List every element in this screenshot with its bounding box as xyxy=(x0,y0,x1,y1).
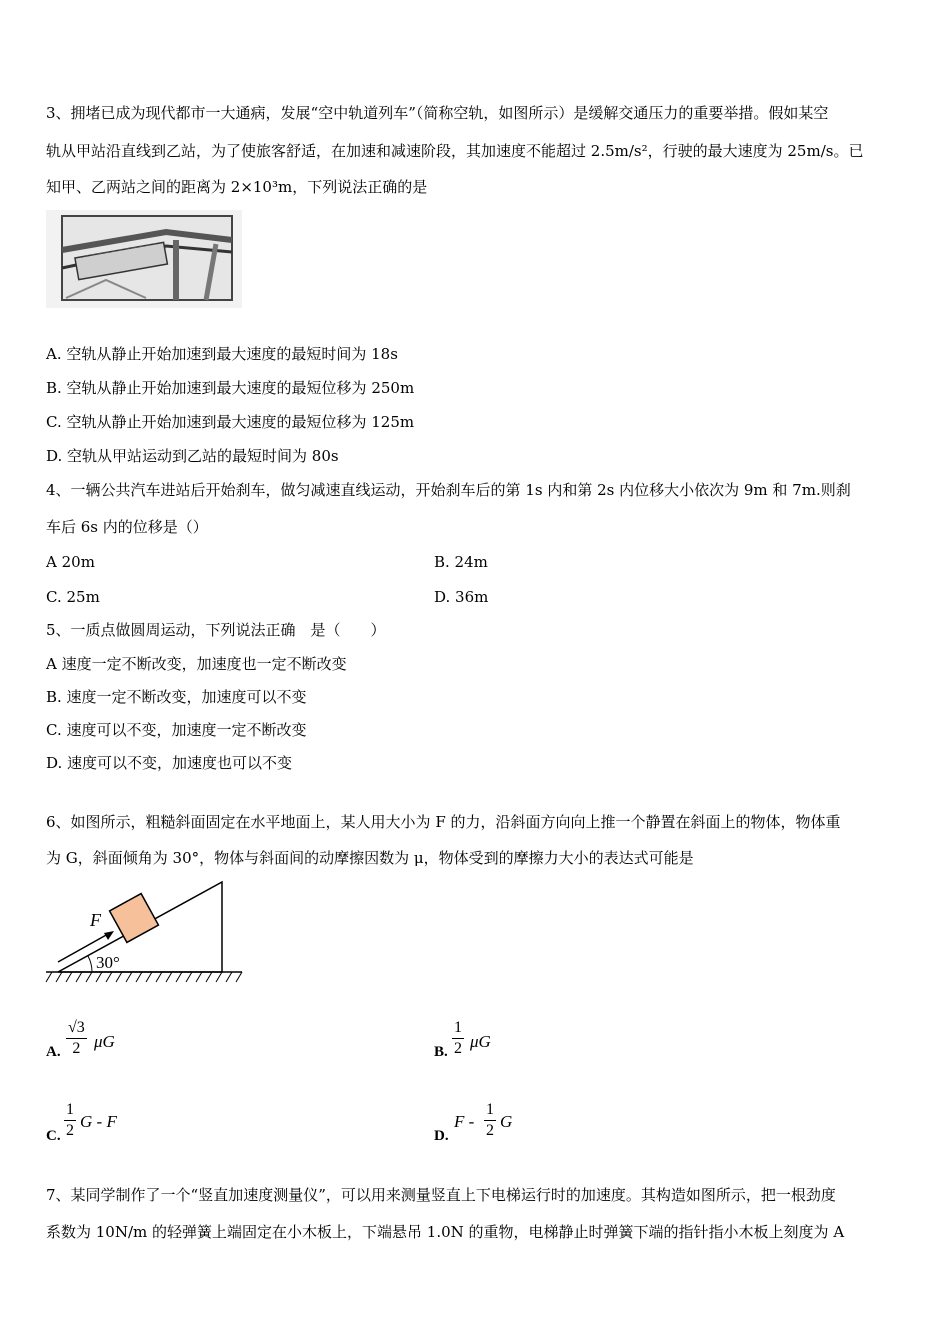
q4-line-2: 车后 6s 内的位移是（） xyxy=(46,518,208,536)
q7-line-2: 系数为 10N/m 的轻弹簧上端固定在小木板上，下端悬吊 1.0N 的重物，电梯静止时弹簧下端的指针指小木板上刻度为 A xyxy=(46,1223,845,1241)
fraction-denominator: 2 xyxy=(486,1122,494,1139)
fraction xyxy=(64,1100,76,1141)
q4-option-b: B. 24m xyxy=(434,553,488,571)
fraction-numerator: 1 xyxy=(484,1100,496,1121)
q3-line-1: 3、拥堵已成为现代都市一大通病，发展“空中轨道列车”（简称空轨，如图所示）是缓解交通压力的重要举措。假如某空 xyxy=(46,104,829,122)
fraction-denominator: 2 xyxy=(454,1040,462,1057)
q3-option-c: C. 空轨从静止开始加速到最大速度的最短位移为 125m xyxy=(46,413,415,431)
q5-line-1: 5、一质点做圆周运动，下列说法正确 是（ ） xyxy=(46,621,386,639)
q5-option-b: B. 速度一定不断改变，加速度可以不变 xyxy=(46,688,307,706)
fraction xyxy=(66,1018,87,1059)
q5-option-a: A 速度一定不断改变，加速度也一定不断改变 xyxy=(46,655,347,673)
q6-line-1: 6、如图所示，粗糙斜面固定在水平地面上，某人用大小为 F 的力，沿斜面方向向上推一个静置在斜面上的物体，物体重 xyxy=(46,813,841,831)
fraction xyxy=(452,1018,464,1059)
option-label: B. xyxy=(434,1044,448,1060)
q3-option-b: B. 空轨从静止开始加速到最大速度的最短位移为 250m xyxy=(46,379,415,397)
fraction-numerator: √3 xyxy=(66,1018,87,1039)
option-label: A. xyxy=(46,1044,61,1060)
q4-option-c: C. 25m xyxy=(46,588,100,606)
q5-option-c: C. 速度可以不变，加速度一定不断改变 xyxy=(46,721,307,739)
q7-line-1: 7、某同学制作了一个“竖直加速度测量仪”，可以用来测量竖直上下电梯运行时的加速度。其构造如图所示，把一根劲度 xyxy=(46,1186,836,1204)
q4-line-1: 4、一辆公共汽车进站后开始刹车，做匀减速直线运动，开始刹车后的第 1s 内和第 2s 内位移大小依次为 9m 和 7m.则刹 xyxy=(46,481,851,499)
expression-tail: μG xyxy=(470,1032,491,1051)
angle-label: 30° xyxy=(96,953,120,972)
fraction-denominator: 2 xyxy=(66,1122,74,1139)
option-label: C. xyxy=(46,1128,61,1144)
q3-option-d: D. 空轨从甲站运动到乙站的最短时间为 80s xyxy=(46,447,339,465)
fraction xyxy=(484,1100,496,1141)
q3-option-a: A. 空轨从静止开始加速到最大速度的最短时间为 18s xyxy=(46,345,398,363)
fraction-numerator: 1 xyxy=(452,1018,464,1039)
expression-tail: μG xyxy=(94,1032,115,1051)
expression-head: F - xyxy=(454,1112,475,1131)
q4-option-a: A 20m xyxy=(46,553,95,571)
expression-tail: G xyxy=(500,1112,513,1131)
force-label: F xyxy=(90,910,101,930)
incline-figure xyxy=(44,876,244,986)
q3-line-3: 知甲、乙两站之间的距离为 2×10³m，下列说法正确的是 xyxy=(46,178,428,196)
monorail-photo xyxy=(46,210,242,308)
fraction-denominator: 2 xyxy=(72,1040,81,1057)
q6-line-2: 为 G，斜面倾角为 30°，物体与斜面间的动摩擦因数为 μ，物体受到的摩擦力大小的表达式可能是 xyxy=(46,849,694,867)
q3-line-2: 轨从甲站沿直线到乙站，为了使旅客舒适，在加速和减速阶段，其加速度不能超过 2.5m/s²，行驶的最大速度为 25m/s。已 xyxy=(46,142,864,160)
expression-tail: G - F xyxy=(80,1112,117,1131)
q5-option-d: D. 速度可以不变，加速度也可以不变 xyxy=(46,754,293,772)
option-label: D. xyxy=(434,1128,449,1144)
q4-option-d: D. 36m xyxy=(434,588,489,606)
fraction-numerator: 1 xyxy=(64,1100,76,1121)
